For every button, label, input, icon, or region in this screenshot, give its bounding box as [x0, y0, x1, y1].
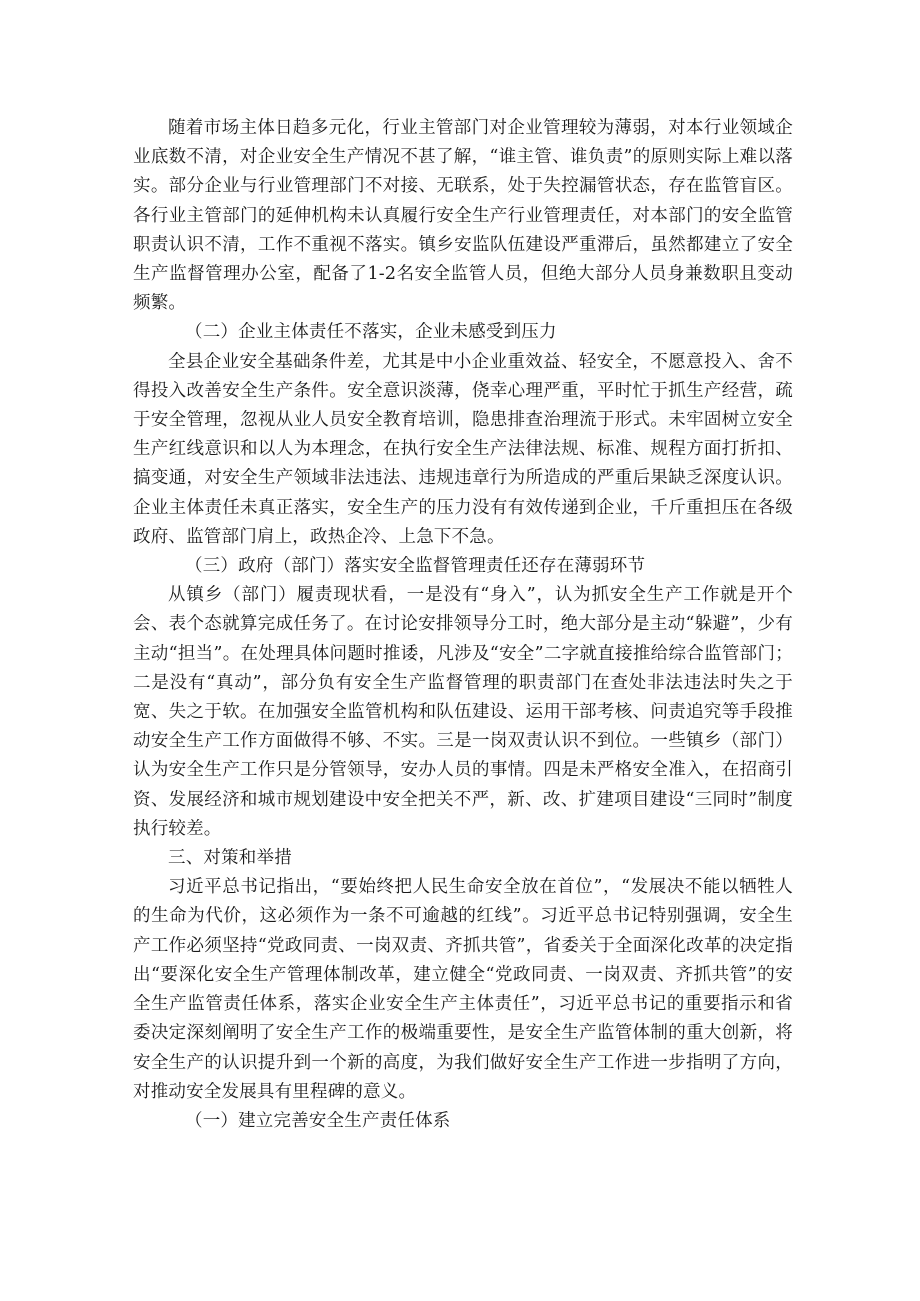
- paragraph-regulator-oversight: 随着市场主体日趋多元化，行业主管部门对企业管理较为薄弱，对本行业领域企业底数不清，对企业安全生产情况不甚了解，“谁主管、谁负责”的原则实际上难以落实。部分企业与行业管理部门不对接、无联系，处于失控漏管状态，存在监管盲区。各行业主管部门的延伸机构未认真履行安全生产行业管理责任，对本部门的安全监管职责认识不清，工作不重视不落实。镇乡安监队伍建设严重滞后，虽然都建立了安全生产监督管理办公室，配备了1-2名安全监管人员，但绝大部分人员身兼数职且变动频繁。: [133, 118, 793, 314]
- subheading-government-responsibility: （三）政府（部门）落实安全监督管理责任还存在薄弱环节: [185, 556, 646, 577]
- paragraph-township-performance: 从镇乡（部门）履责现状看，一是没有“身入”，认为抓安全生产工作就是开个会、表个态就算完成任务了。在讨论安排领导分工时，绝大部分是主动“躲避”，少有主动“担当”。在处理具体问题时推诿，凡涉及“安全”二字就直接推给综合监管部门；二是没有“真动”，部分负有安全生产监督管理的职责部门在查处非法违法时失之于宽、失之于软。在加强安全监管机构和队伍建设、运用干部考核、问责追究等手段推动安全生产工作方面做得不够、不实。三是一岗双责认识不到位。一些镇乡（部门）认为安全生产工作只是分管领导，安办人员的事情。四是未严格安全准入，在招商引资、发展经济和城市规划建设中安全把关不严，新、改、扩建项目建设“三同时”制度执行较差。: [133, 585, 793, 839]
- section-title-countermeasures: 三、对策和举措: [168, 848, 292, 869]
- paragraph-enterprise-safety: 全县企业安全基础条件差，尤其是中小企业重效益、轻安全，不愿意投入、舍不得投入改善安全生产条件。安全意识淡薄，侥幸心理严重，平时忙于抓生产经营，疏于安全管理，忽视从业人员安全教育培训，隐患排查治理流于形式。未牢固树立安全生产红线意识和以人为本理念，在执行安全生产法律法规、标准、规程方面打折扣、搞变通，对安全生产领域非法违法、违规违章行为所造成的严重后果缺乏深度认识。企业主体责任未真正落实，安全生产的压力没有有效传递到企业，千斤重担压在各级政府、监管部门肩上，政热企冷、上急下不急。: [133, 351, 793, 547]
- subheading-responsibility-system: （一）建立完善安全生产责任体系: [185, 1110, 451, 1131]
- subheading-enterprise-responsibility: （二）企业主体责任不落实，企业未感受到压力: [185, 322, 557, 343]
- paragraph-xi-instructions: 习近平总书记指出，“要始终把人民生命安全放在首位”，“发展决不能以牺牲人的生命为代价，这必须作为一条不可逾越的红线”。习近平总书记特别强调，安全生产工作必须坚持“党政同责、一岗双责、齐抓共管”，省委关于全面深化改革的决定指出“要深化安全生产管理体制改革，建立健全“党政同责、一岗双责、齐抓共管”的安全生产监管责任体系，落实企业安全生产主体责任”，习近平总书记的重要指示和省委决定深刻阐明了安全生产工作的极端重要性，是安全生产监管体制的重大创新，将安全生产的认识提升到一个新的高度，为我们做好安全生产工作进一步指明了方向，对推动安全发展具有里程碑的意义。: [133, 877, 793, 1102]
- document-body: [133, 114, 793, 1136]
